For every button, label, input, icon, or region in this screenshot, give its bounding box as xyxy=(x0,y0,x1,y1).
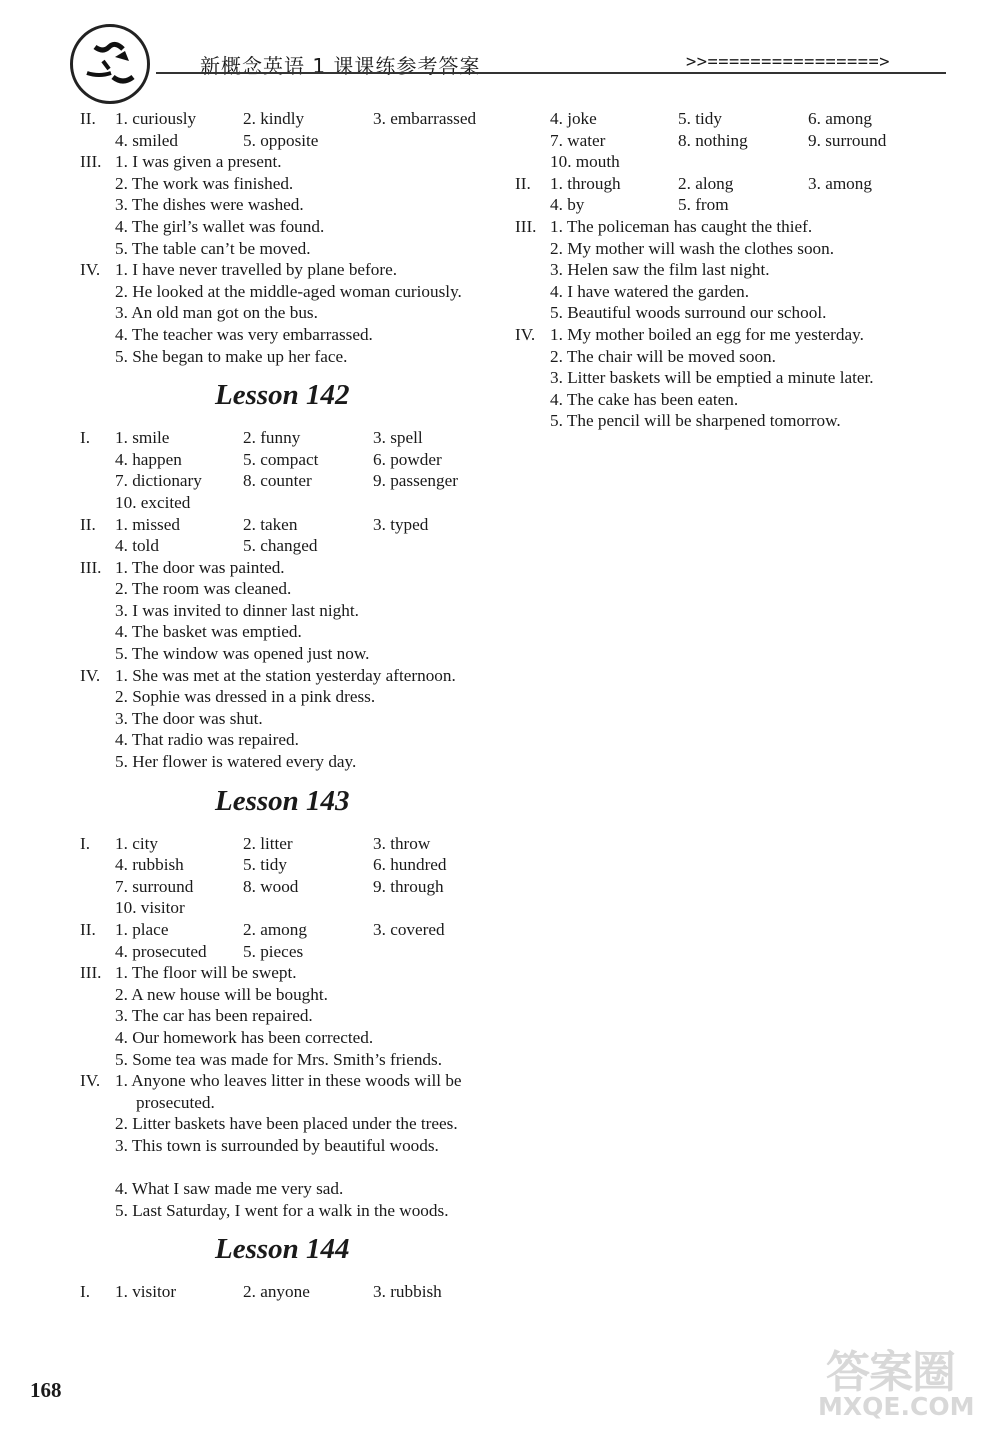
answer-sentence: 5. The pencil will be sharpened tomorrow. xyxy=(550,411,841,431)
section-ii xyxy=(80,108,520,151)
answer-item: 7. surround xyxy=(115,876,194,896)
answer-sentence: 5. The window was opened just now. xyxy=(115,644,370,664)
section-iv xyxy=(80,665,520,773)
section-label: I. xyxy=(80,1282,91,1302)
answer-item: 3. among xyxy=(808,173,872,193)
answer-sentence: 5. Her flower is watered every day. xyxy=(115,752,357,772)
answer-sentence: 3. Litter baskets will be emptied a minute later. xyxy=(550,368,874,388)
section-label: I. xyxy=(80,428,91,448)
answer-item: 6. hundred xyxy=(373,855,447,875)
section-label: II. xyxy=(80,109,96,128)
answer-sentence: 1. I have never travelled by plane before. xyxy=(115,260,398,280)
answer-sentence: 2. He looked at the middle-aged woman curiously. xyxy=(115,281,462,301)
answer-item: 1. visitor xyxy=(115,1282,177,1302)
section-i xyxy=(80,427,520,513)
answer-sentence: 5. The table can’t be moved. xyxy=(115,238,311,258)
answer-item: 4. joke xyxy=(550,109,597,128)
answer-item: 1. missed xyxy=(115,514,180,534)
answer-item: 8. wood xyxy=(243,876,299,896)
answer-item: 5. compact xyxy=(243,449,319,469)
section-i xyxy=(80,1281,520,1303)
answer-sentence: 1. She was met at the station yesterday afternoon. xyxy=(115,665,456,685)
lesson-title: Lesson 142 xyxy=(215,379,350,412)
section-label: I. xyxy=(80,833,91,853)
section-label: III. xyxy=(80,963,102,983)
answer-sentence: 4. That radio was repaired. xyxy=(115,730,299,750)
answer-item: 10. excited xyxy=(115,492,191,512)
answer-item: 4. by xyxy=(550,195,585,215)
book-logo-icon xyxy=(70,24,150,104)
watermark-url: MXQE.COM xyxy=(818,1392,975,1421)
answer-item: 2. anyone xyxy=(243,1282,310,1302)
answer-item: 4. told xyxy=(115,536,159,556)
answer-sentence: 1. I was given a present. xyxy=(115,152,282,172)
answer-item: 9. passenger xyxy=(373,471,458,491)
answer-item: 2. along xyxy=(678,173,734,193)
answer-item: 4. happen xyxy=(115,449,182,469)
answer-item: 4. rubbish xyxy=(115,855,184,875)
section-i-continued xyxy=(515,108,945,173)
page-header xyxy=(60,20,940,100)
answer-sentence: 3. This town is surrounded by beautiful woods. xyxy=(115,1135,439,1155)
answer-item: 8. nothing xyxy=(678,130,748,150)
answer-item: 5. from xyxy=(678,195,729,215)
answer-item: 2. kindly xyxy=(243,109,305,128)
answer-sentence: 3. Helen saw the film last night. xyxy=(550,260,770,280)
header-rule xyxy=(156,72,946,74)
answer-sentence: 2. A new house will be bought. xyxy=(115,984,328,1004)
answer-item: 6. among xyxy=(808,109,872,128)
answer-item: 5. opposite xyxy=(243,130,319,150)
answer-sentence: 4. The girl’s wallet was found. xyxy=(115,216,325,236)
answer-item: 5. pieces xyxy=(243,941,304,961)
lesson-title: Lesson 144 xyxy=(215,1233,350,1266)
section-label: II. xyxy=(515,173,531,193)
answer-sentence: 2. The chair will be moved soon. xyxy=(550,346,776,366)
answer-item: 1. smile xyxy=(115,428,170,448)
answer-sentence: 4. The teacher was very embarrassed. xyxy=(115,324,373,344)
section-iii xyxy=(515,216,945,324)
answer-sentence: 1. Anyone who leaves litter in these woods will be prosecuted. xyxy=(115,1071,462,1112)
section-iii xyxy=(80,557,520,665)
answer-sentence: 4. What I saw made me very sad. xyxy=(115,1179,344,1199)
answer-sentence: 3. The car has been repaired. xyxy=(115,1006,313,1026)
section-iv xyxy=(80,259,520,367)
answer-item: 5. changed xyxy=(243,536,318,556)
answer-sentence: 3. An old man got on the bus. xyxy=(115,303,318,323)
answer-item: 3. rubbish xyxy=(373,1282,442,1302)
answer-item: 9. through xyxy=(373,876,444,896)
answer-item: 3. throw xyxy=(373,833,431,853)
answer-item: 4. smiled xyxy=(115,130,179,150)
answer-sentence: 4. I have watered the garden. xyxy=(550,281,749,301)
answer-item: 3. embarrassed xyxy=(373,109,477,128)
section-iv xyxy=(515,324,945,432)
answer-item: 5. tidy xyxy=(678,109,722,128)
answer-sentence: 4. The basket was emptied. xyxy=(115,622,302,642)
section-ii xyxy=(80,919,520,962)
section-i xyxy=(80,833,520,919)
section-iv xyxy=(80,1070,520,1221)
answer-item: 1. place xyxy=(115,920,169,939)
answer-item: 8. counter xyxy=(243,471,312,491)
answer-item: 3. spell xyxy=(373,428,423,448)
answer-sentence: 2. Litter baskets have been placed under the trees. xyxy=(115,1114,458,1134)
answer-item: 9. surround xyxy=(808,130,887,150)
section-iii xyxy=(80,151,520,259)
answer-sentence: 1. The policeman has caught the thief. xyxy=(550,216,813,236)
section-label: III. xyxy=(515,216,537,236)
section-label: III. xyxy=(80,152,102,172)
answer-sentence: 3. The dishes were washed. xyxy=(115,195,304,215)
answer-sentence: 2. My mother will wash the clothes soon. xyxy=(550,238,835,258)
answer-item: 1. city xyxy=(115,833,158,853)
answer-item: 3. typed xyxy=(373,514,429,534)
watermark-logo: 答案圈 xyxy=(826,1347,955,1398)
blank-line xyxy=(115,1157,520,1179)
answer-sentence: 3. The door was shut. xyxy=(115,708,263,728)
answer-item: 7. dictionary xyxy=(115,471,202,491)
section-label: III. xyxy=(80,557,102,577)
header-title: 新概念英语 1 课课练参考答案 xyxy=(200,54,481,78)
answer-sentence: 4. The cake has been eaten. xyxy=(550,389,739,409)
answer-sentence: 3. I was invited to dinner last night. xyxy=(115,600,359,620)
section-ii xyxy=(80,514,520,557)
answer-sentence: 5. Some tea was made for Mrs. Smith’s friends. xyxy=(115,1049,442,1069)
answer-item: 7. water xyxy=(550,130,606,150)
answer-sentence: 2. Sophie was dressed in a pink dress. xyxy=(115,687,376,707)
section-label: IV. xyxy=(80,260,101,280)
answer-sentence: 2. The work was finished. xyxy=(115,173,294,193)
answer-item: 4. prosecuted xyxy=(115,941,207,961)
answer-item: 1. through xyxy=(550,173,621,193)
answer-sentence: 5. Last Saturday, I went for a walk in the woods. xyxy=(115,1200,449,1220)
answer-item: 2. funny xyxy=(243,428,301,448)
section-label: II. xyxy=(80,514,96,534)
section-label: IV. xyxy=(80,665,101,685)
answer-sentence: 5. Beautiful woods surround our school. xyxy=(550,303,827,323)
answer-sentence: 2. The room was cleaned. xyxy=(115,579,292,599)
answer-sentence: 5. She began to make up her face. xyxy=(115,346,348,366)
page-number: 168 xyxy=(30,1378,62,1402)
answer-item: 6. powder xyxy=(373,449,442,469)
section-iii xyxy=(80,962,520,1070)
answer-item: 5. tidy xyxy=(243,855,287,875)
answer-item: 10. visitor xyxy=(115,898,185,918)
right-column xyxy=(515,108,945,432)
answer-sentence: 1. The floor will be swept. xyxy=(115,963,297,983)
answer-item: 2. litter xyxy=(243,833,293,853)
section-ii xyxy=(515,173,945,216)
answer-sentence: 1. The door was painted. xyxy=(115,557,285,577)
answer-item: 1. curiously xyxy=(115,109,197,128)
header-arrows: >>================> xyxy=(686,52,890,72)
answer-sentence: 4. Our homework has been corrected. xyxy=(115,1027,374,1047)
left-column xyxy=(80,108,520,1303)
answer-sentence: 1. My mother boiled an egg for me yesterday. xyxy=(550,324,864,344)
answer-item: 10. mouth xyxy=(550,152,620,172)
lesson-title: Lesson 143 xyxy=(215,784,350,817)
answer-item: 2. among xyxy=(243,920,307,939)
section-label: II. xyxy=(80,920,96,939)
section-label: IV. xyxy=(80,1071,101,1091)
answer-item: 2. taken xyxy=(243,514,298,534)
section-label: IV. xyxy=(515,324,536,344)
answer-item: 3. covered xyxy=(373,920,445,939)
